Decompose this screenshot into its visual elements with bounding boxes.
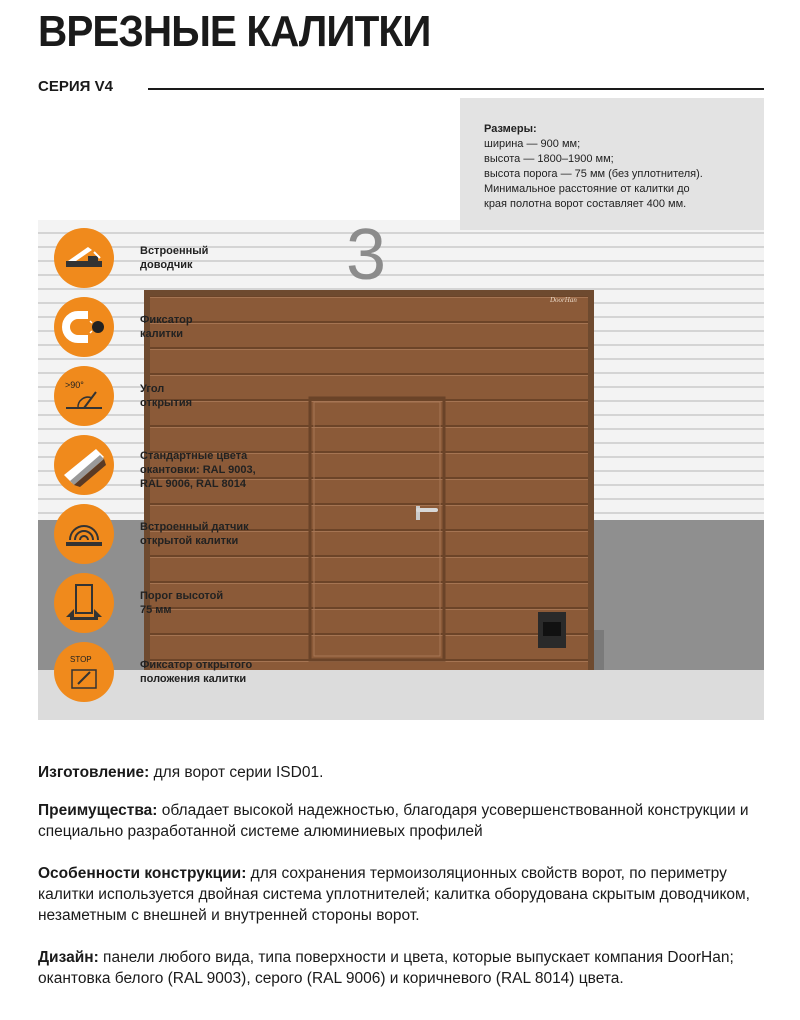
paragraph-label: Преимущества: [38, 802, 158, 819]
dimensions-line: Минимальное расстояние от калитки до [484, 183, 690, 195]
dimensions-heading: Размеры: [484, 123, 537, 135]
advantages-paragraph [38, 800, 762, 842]
feature-line3: RAL 9006, RAL 8014 [140, 478, 246, 490]
feature-line2: 75 мм [140, 604, 172, 616]
threshold-icon [54, 573, 114, 633]
feature-item [54, 642, 314, 702]
feature-list [38, 220, 764, 720]
angle-value: >90° [65, 380, 84, 390]
feature-line1: Встроенный датчик [140, 521, 249, 533]
feature-item [54, 504, 314, 564]
feature-item [54, 228, 314, 288]
page-title: ВРЕЗНЫЕ КАЛИТКИ [38, 7, 431, 56]
brand-logo: DoorHan [550, 296, 577, 304]
feature-line1: Фиксатор [140, 314, 193, 326]
feature-line2: положения калитки [140, 673, 247, 685]
paragraph-label: Изготовление: [38, 764, 150, 781]
feature-line1: Встроенный [140, 245, 209, 257]
stop-icon [54, 642, 114, 702]
feature-item [54, 435, 314, 495]
dimensions-box [460, 98, 764, 230]
feature-line1: Фиксатор открытого [140, 659, 253, 671]
paragraph-text: для ворот серии ISD01. [149, 764, 324, 781]
series-rule [148, 88, 764, 90]
closer-icon [54, 228, 114, 288]
edge-colors-icon [54, 435, 114, 495]
opening-angle-icon [54, 366, 114, 426]
paragraph-text: панели любого вида, типа поверхности и цвета, которые выпускает компания DoorHan; окантовка белого (RAL 9003), серого (RAL 9006) и коричневого (RAL 8014) цвета. [38, 949, 734, 987]
feature-line2: открытия [140, 397, 193, 409]
feature-line2: открытой калитки [140, 535, 239, 547]
house-number: 3 [346, 220, 387, 295]
feature-line1: Стандартные цвета [140, 450, 248, 462]
feature-line1: Угол [140, 383, 165, 395]
latch-icon [54, 297, 114, 357]
feature-line2: окантовки: RAL 9003, [140, 464, 256, 476]
paragraph-label: Дизайн: [38, 949, 99, 966]
paragraph-text: обладает высокой надежностью, благодаря усовершенствованной конструкции и специально разработанной системе алюминиевых профилей [38, 802, 749, 840]
feature-line1: Порог высотой [140, 590, 224, 602]
paragraph-text: для сохранения термоизоляционных свойств ворот, по периметру калитки используется двойная система уплотнителей; калитка оборудована скрытым доводчиком, незаметным с внешней и внутренней стороны ворот. [38, 865, 750, 924]
feature-item [54, 297, 314, 357]
dimensions-line: высота порога — 75 мм (без уплотнителя). [484, 168, 703, 180]
garage-scene [38, 220, 764, 720]
feature-line2: калитки [140, 328, 184, 340]
series-label: СЕРИЯ V4 [38, 78, 113, 95]
dimensions-line: края полотна ворот составляет 400 мм. [484, 198, 687, 210]
sensor-icon [54, 504, 114, 564]
design-paragraph [38, 947, 762, 989]
paragraph-label: Особенности конструкции: [38, 865, 247, 882]
feature-line2: доводчик [140, 259, 193, 271]
feature-item [54, 366, 314, 426]
design-features-paragraph [38, 863, 762, 926]
dimensions-line: ширина — 900 мм; [484, 138, 581, 150]
dimensions-line: высота — 1800–1900 мм; [484, 153, 614, 165]
feature-item [54, 573, 314, 633]
stop-label: STOP [70, 655, 92, 664]
manufacturing-paragraph [38, 762, 762, 783]
